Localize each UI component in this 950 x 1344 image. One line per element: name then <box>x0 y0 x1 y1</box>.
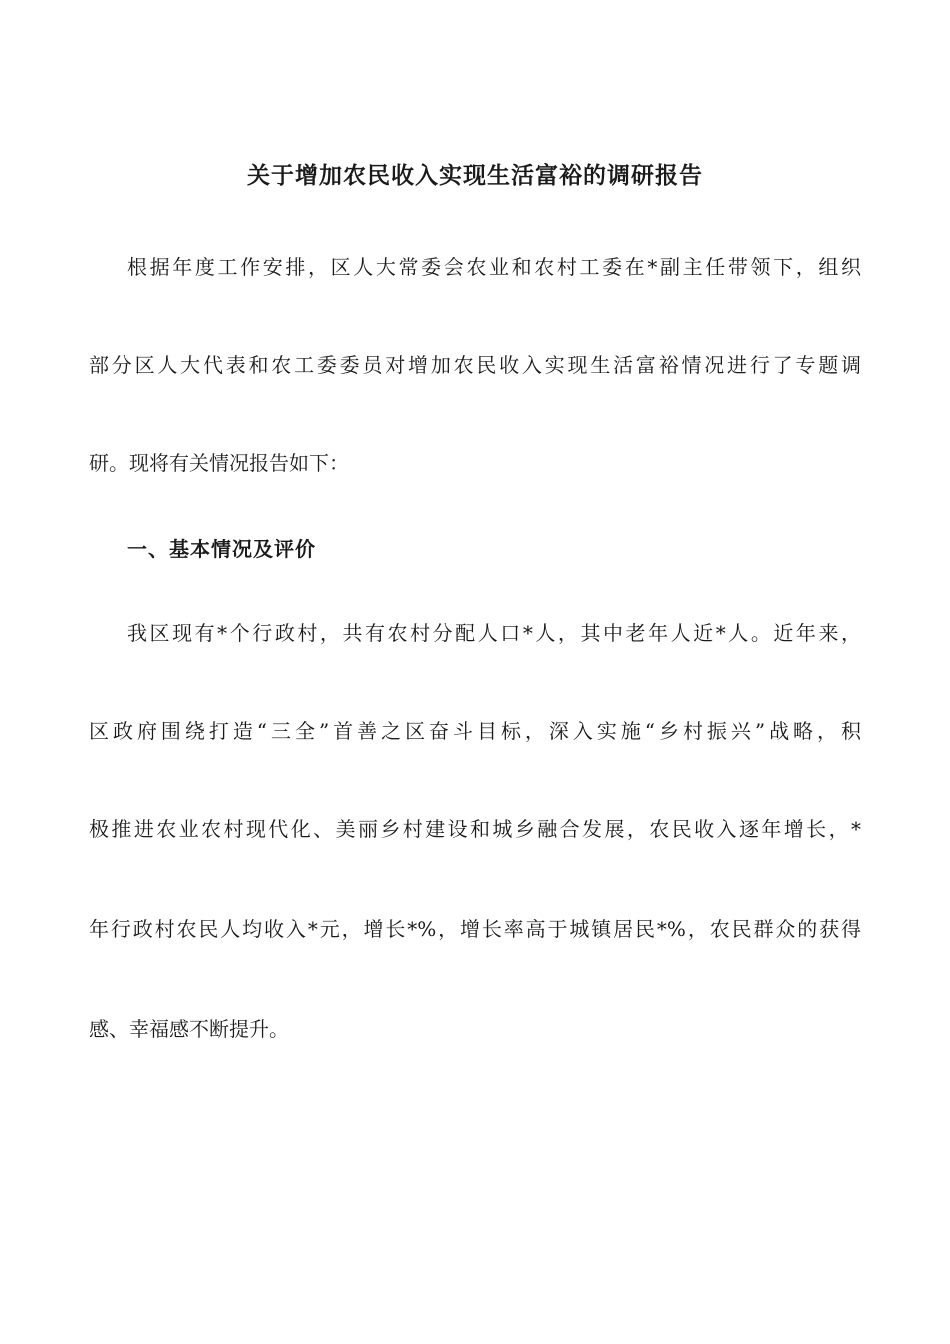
document-title: 关于增加农民收入实现生活富裕的调研报告 <box>247 162 703 189</box>
paragraph-line: 区政府围绕打造“三全”首善之区奋斗目标，深入实施“乡村振兴”战略，积 <box>89 719 861 743</box>
paragraph-line: 感、幸福感不断提升。 <box>89 1017 289 1041</box>
paragraph-line: 年行政村农民人均收入*元，增长*%，增长率高于城镇居民*%，农民群众的获得 <box>89 917 861 941</box>
paragraph-line: 研。现将有关情况报告如下： <box>89 451 349 475</box>
paragraph-line: 部分区人大代表和农工委委员对增加农民收入实现生活富裕情况进行了专题调 <box>89 353 861 377</box>
paragraph-line: 根据年度工作安排，区人大常委会农业和农村工委在*副主任带领下，组织 <box>127 255 861 279</box>
paragraph-line: 我区现有*个行政村，共有农村分配人口*人，其中老年人近*人。近年来， <box>127 621 861 645</box>
section-heading: 一、基本情况及评价 <box>127 537 316 561</box>
paragraph-line: 极推进农业农村现代化、美丽乡村建设和城乡融合发展，农民收入逐年增长，* <box>89 817 861 841</box>
